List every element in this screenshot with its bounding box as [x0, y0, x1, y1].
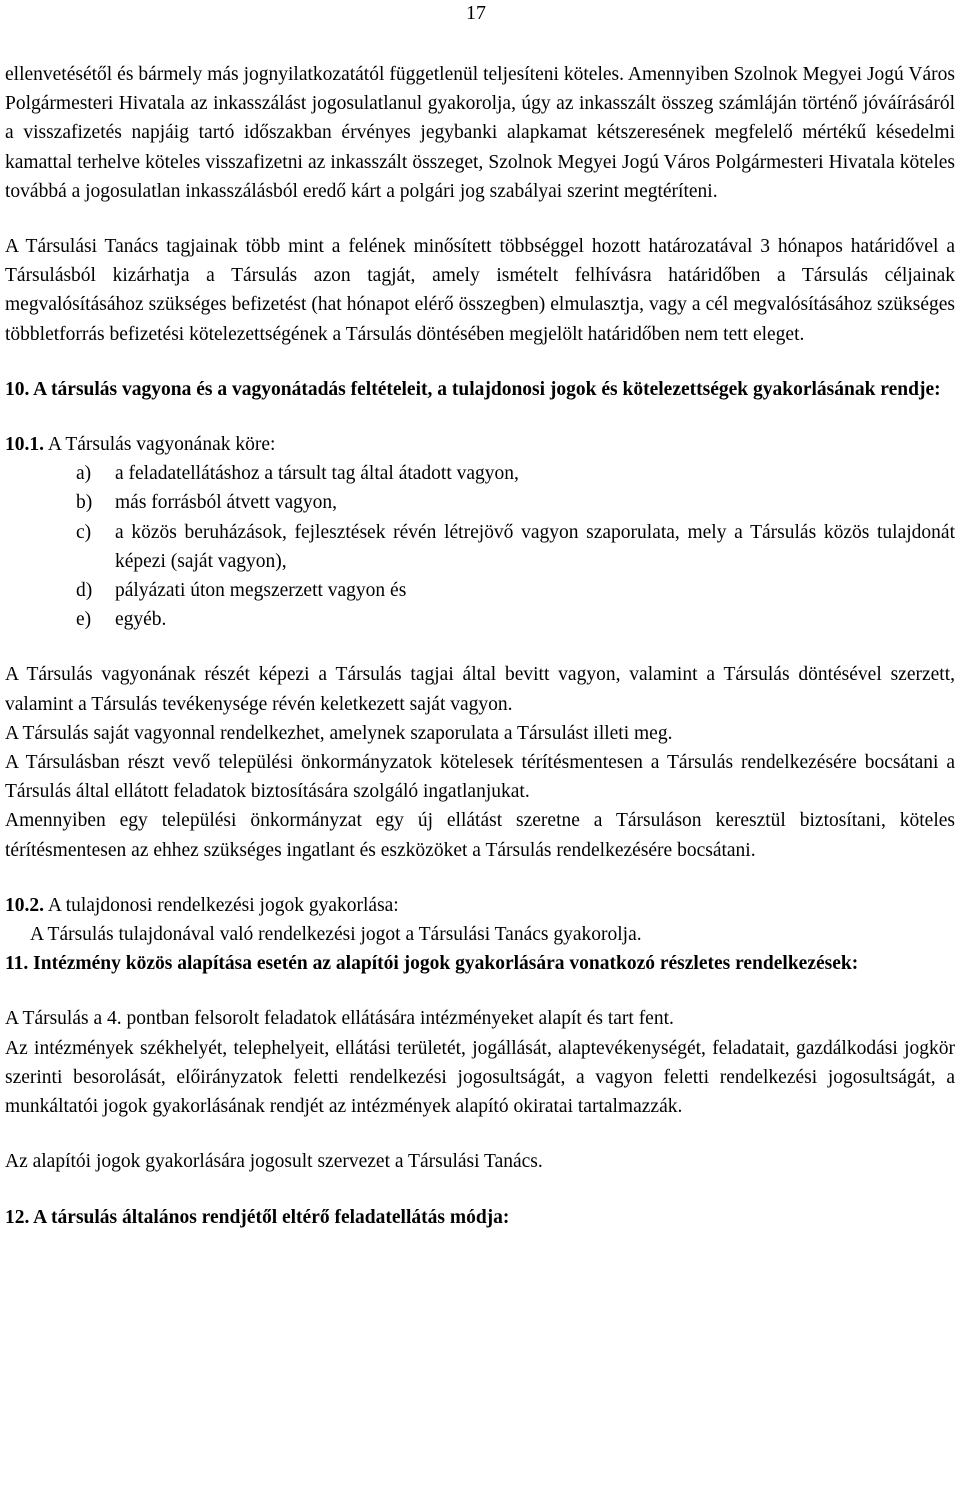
subsection-number: 10.1.	[5, 434, 44, 456]
list-marker: c)	[76, 521, 92, 543]
list-marker: b)	[76, 492, 93, 514]
paragraph-inkasszalas: ellenvetésétől és bármely más jognyilatkozatától függetlenül teljesíteni köteles. Amennyiben Szolnok Megyei Jogú Város Polgármesteri Hivatala az inkasszálást jogosulatlanul gyakorolja, úgy az inkasszált összeg számláján történő jóváírásáról a visszafizetés napjáig tartó időszakban érvényes jegybanki alapkamat kétszeresének megfelelő mértékű késedelmi kamattal terhelve köteles visszafizetni az inkasszált összeget, Szolnok Megyei Jogú Város Polgármesteri Hivatala köteles továbbá a jogosulatlan inkasszálásból eredő kárt a polgári jog szabályai szerint megtéríteni.	[5, 64, 955, 202]
document-body	[5, 60, 955, 1232]
list-item-text: a feladatellátáshoz a társult tag által átadott vagyon,	[115, 463, 519, 485]
paragraph-kizaras: A Társulási Tanács tagjainak több mint a felének minősített többséggel hozott határozatával 3 hónapos határidővel a Társulásból kizárhatja a Társulás azon tagját, amely ismételt felhívásra határidőben a Társulás céljainak megvalósításához szükséges befizetést (hat hónapot elérő összegben) elmulasztja, vagy a cél megvalósításához szükséges többletforrás befizetési kötelezettségének a Társulás döntésében megjelölt határidőben nem tett eleget.	[5, 236, 955, 345]
list-item	[5, 488, 955, 517]
section-12-heading: 12. A társulás általános rendjétől eltérő feladatellátás módja:	[5, 1206, 510, 1228]
paragraph-vagyon-resze: A Társulás vagyonának részét képezi a Társulás tagjai által bevitt vagyon, valamint a Társulás döntésével szerzett, valamint a Társulás tevékenysége révén keletkezett saját vagyon.	[5, 664, 955, 715]
list-item-text: a közös beruházások, fejlesztések révén létrejövő vagyon szaporulata, mely a Társulás közös tulajdonát képezi (saját vagyon),	[115, 521, 955, 572]
list-item-text: más forrásból átvett vagyon,	[115, 492, 338, 514]
paragraph-alapitoi-jogok: Az alapítói jogok gyakorlására jogosult szervezet a Társulási Tanács.	[5, 1151, 543, 1173]
paragraph-ingatlan: A Társulásban részt vevő települési önkormányzatok kötelesek térítésmentesen a Társulás rendelkezésére bocsátani a Társulás által ellátott feladatok biztosítására szolgáló ingatlanjukat.	[5, 752, 955, 803]
subsection-10-2	[5, 891, 955, 920]
subsection-title: A Társulás vagyonának köre:	[47, 434, 276, 456]
list-marker: a)	[76, 463, 92, 485]
paragraph-rendelkezesi-jog: A Társulás tulajdonával való rendelkezési jogot a Társulási Tanács gyakorolja.	[30, 924, 642, 946]
page-number: 17	[466, 2, 486, 24]
list-item	[5, 605, 955, 634]
paragraph-intezmenyek-adatai: Az intézmények székhelyét, telephelyeit, ellátási területét, jogállását, alaptevékenységét, feladatait, gazdálkodási jogkör szerinti besorolását, előirányzatok feletti rendelkezési jogosultságát, a vagyon feletti rendelkezési jogosultságát, a munkáltatói jogok gyakorlásának rendjét az intézmények alapító okiratai tartalmazzák.	[5, 1037, 955, 1118]
list-item-text: egyéb.	[115, 609, 167, 631]
list-item-text: pályázati úton megszerzett vagyon és	[115, 580, 407, 602]
list-item	[5, 459, 955, 488]
section-10-heading: 10. A társulás vagyona és a vagyonátadás feltételeit, a tulajdonosi jogok és kötelezettségek gyakorlásának rendje:	[5, 378, 941, 400]
section-11-heading: 11. Intézmény közös alapítása esetén az alapítói jogok gyakorlására vonatkozó részletes rendelkezések:	[5, 953, 859, 975]
list-marker: e)	[76, 609, 92, 631]
paragraph-intezmenyek-alapitasa: A Társulás a 4. pontban felsorolt feladatok ellátására intézményeket alapít és tart fent.	[5, 1008, 674, 1030]
subsection-title: A tulajdonosi rendelkezési jogok gyakorlása:	[47, 894, 399, 916]
paragraph-sajat-vagyon: A Társulás saját vagyonnal rendelkezhet, amelynek szaporulata a Társulást illeti meg.	[5, 722, 673, 744]
list-item	[5, 518, 955, 576]
asset-list	[5, 459, 955, 634]
subsection-10-1	[5, 430, 955, 459]
subsection-number: 10.2.	[5, 894, 44, 916]
list-marker: d)	[76, 580, 93, 602]
paragraph-uj-ellatas: Amennyiben egy települési önkormányzat egy új ellátást szeretne a Társuláson keresztül biztosítani, köteles térítésmentesen az ehhez szükséges ingatlant és eszközöket a Társulás rendelkezésére bocsátani.	[5, 810, 955, 861]
list-item	[5, 576, 955, 605]
